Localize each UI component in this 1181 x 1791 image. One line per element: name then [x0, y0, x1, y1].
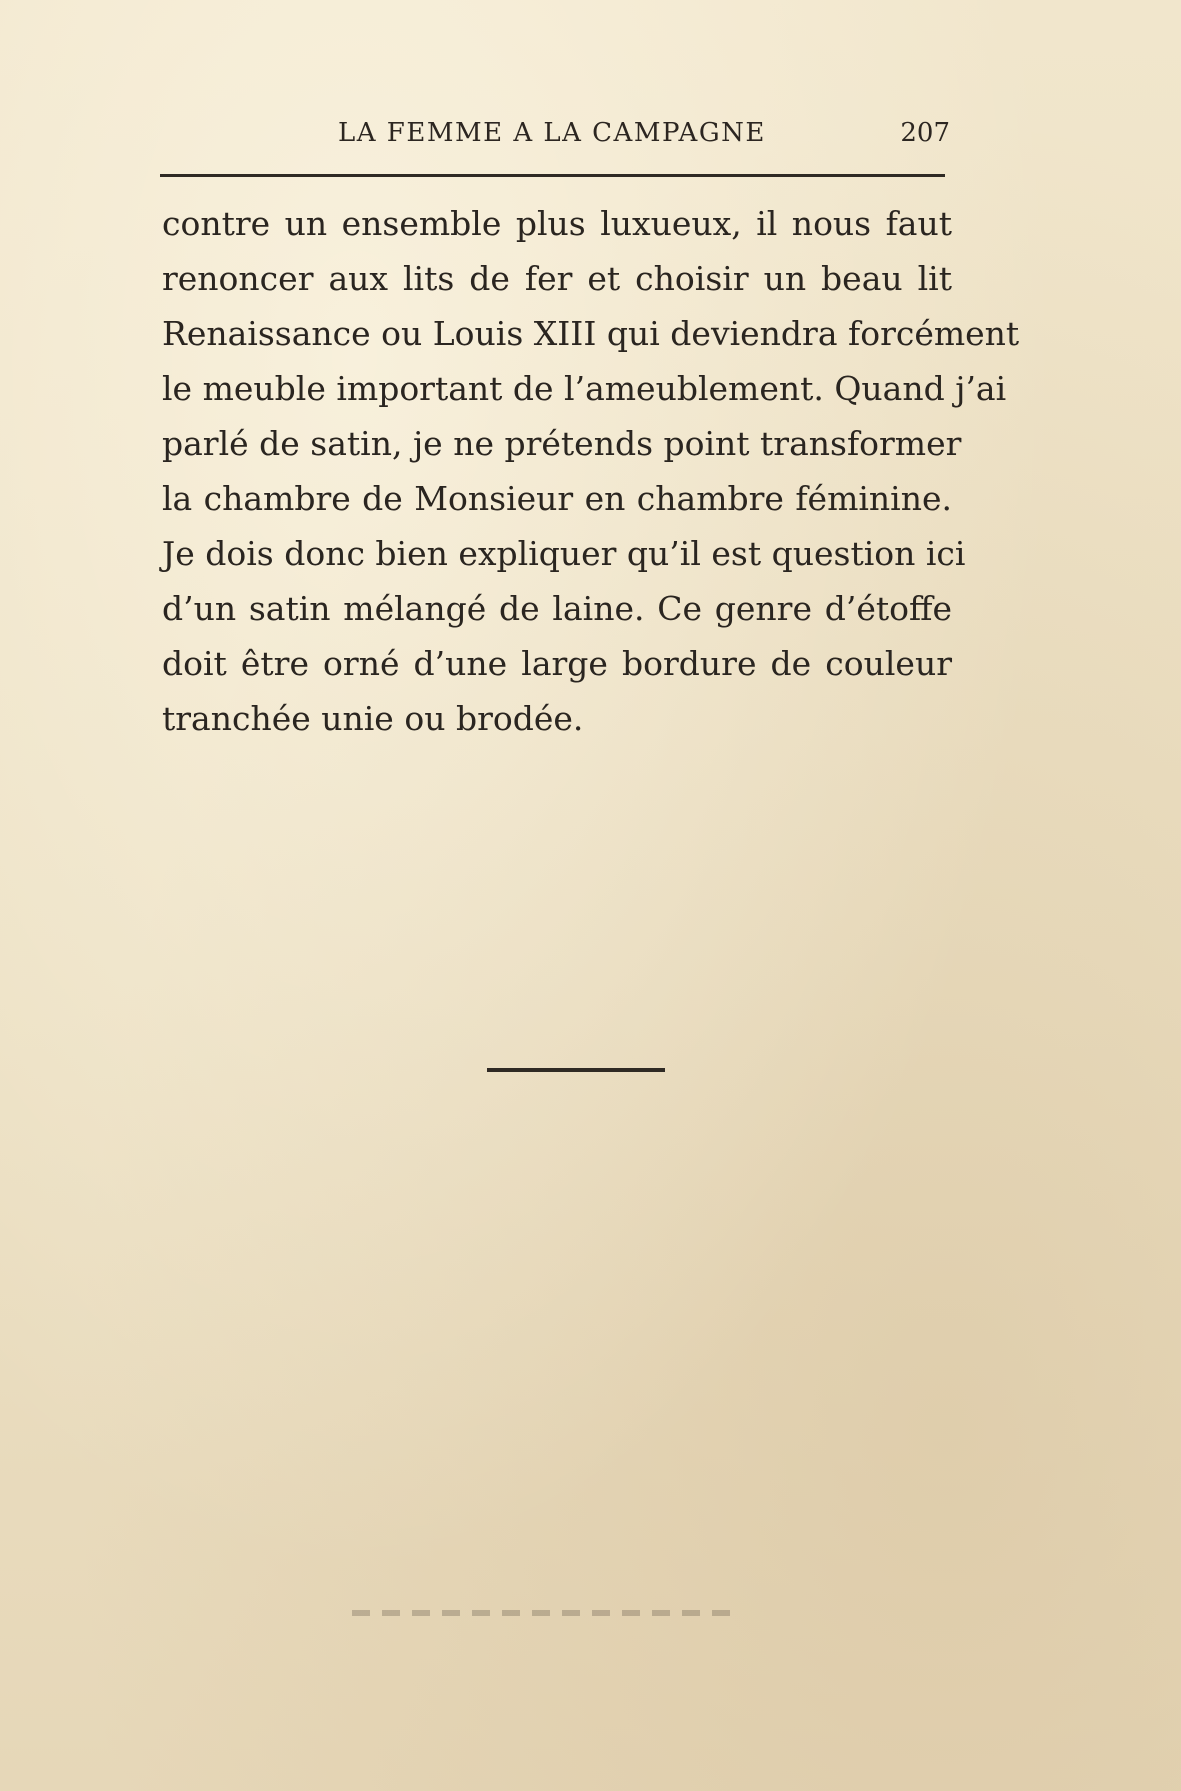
bleed-through-marks	[352, 1610, 732, 1616]
page-number: 207	[900, 118, 950, 148]
text-line: Je dois donc bien expliquer qu’il est question ici	[162, 534, 966, 573]
running-head	[160, 118, 950, 154]
section-end-rule	[487, 1068, 665, 1072]
text-line: renoncer aux lits de fer et choisir un beau lit	[162, 259, 952, 298]
header-rule	[160, 174, 945, 177]
body-paragraph	[162, 196, 1020, 746]
text-line: le meuble important de l’ameublement. Quand j’ai	[162, 369, 1007, 408]
text-line: tranchée unie ou brodée.	[162, 699, 584, 738]
text-line: Renaissance ou Louis XIII qui deviendra forcément	[162, 314, 1020, 353]
text-line: parlé de satin, je ne prétends point transformer	[162, 424, 962, 463]
running-title: LA FEMME A LA CAMPAGNE	[338, 118, 766, 148]
text-line: doit être orné d’une large bordure de couleur	[162, 644, 952, 683]
text-line: contre un ensemble plus luxueux, il nous faut	[162, 204, 952, 243]
text-line: d’un satin mélangé de laine. Ce genre d’étoffe	[162, 589, 952, 628]
text-line: la chambre de Monsieur en chambre féminine.	[162, 479, 952, 518]
